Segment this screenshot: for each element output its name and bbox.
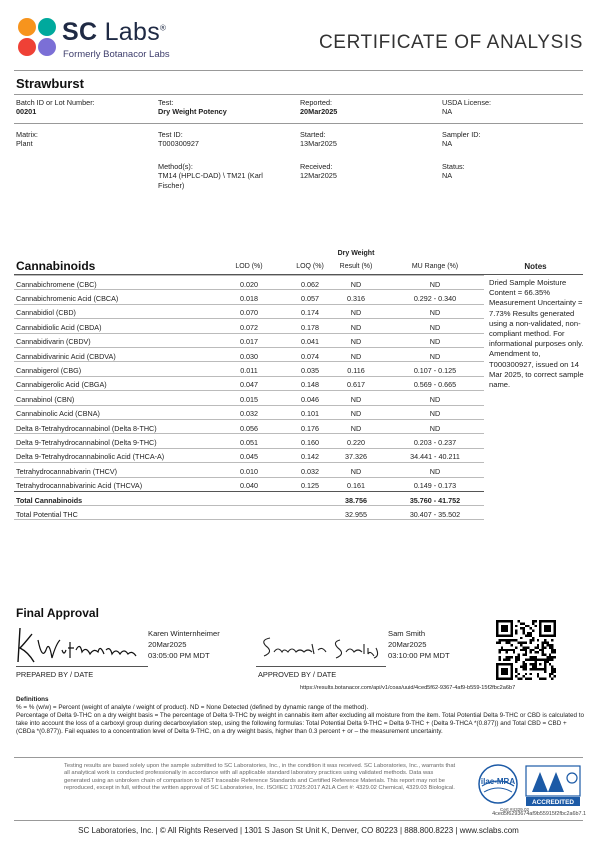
status-label: Status: bbox=[442, 162, 465, 171]
received-label: Received: bbox=[300, 162, 333, 171]
mu-range-value: 34.441 - 40.211 bbox=[410, 452, 460, 462]
prepared-time: 03:05:00 PM MDT bbox=[148, 651, 210, 661]
mu-range-value: ND bbox=[429, 351, 441, 361]
loq-value: 0.176 bbox=[301, 423, 319, 433]
table-row bbox=[14, 405, 484, 419]
method-field bbox=[158, 162, 288, 190]
lod-header: LOD (%) bbox=[235, 263, 263, 270]
brand-name: SC Labs® bbox=[62, 18, 167, 46]
test-value: Dry Weight Potency bbox=[158, 107, 227, 117]
disclaimer-text: Testing results are based solely upon the sample submitted to SC Laboratories, Inc., in the condition it was received. SC Laboratories, Inc., warrants that all analytical work is conducted professionally in accordance with all applicable standard laboratory practices using validated methods. Data was generated using an unbroken chain of comparison to NIST traceable Reference Standards and Certified Reference Materials. This report may not be reproduced, except in full, without the written approval of SC Laboratories, Inc. ISO/IEC 17025:2017 A2LA Cert #: 4329.02 Chemical, 4329.03 Biological. bbox=[64, 763, 456, 792]
prepared-caption: PREPARED BY / DATE bbox=[16, 670, 94, 679]
table-row bbox=[14, 477, 484, 491]
approved-caption: APPROVED BY / DATE bbox=[258, 670, 337, 679]
table-row bbox=[14, 361, 484, 375]
meta-divider bbox=[14, 123, 583, 124]
mu-range-value: ND bbox=[429, 308, 441, 318]
accreditation-badges-icon bbox=[472, 762, 584, 812]
mu-range-value: 0.149 - 0.173 bbox=[413, 481, 457, 491]
matrix-label: Matrix: bbox=[16, 130, 38, 139]
table-row bbox=[14, 304, 484, 318]
table-row bbox=[14, 376, 484, 390]
received-field bbox=[300, 162, 337, 181]
mu-header: MU Range (%) bbox=[411, 263, 459, 270]
lod-value: 0.070 bbox=[240, 308, 258, 318]
loq-value: 0.101 bbox=[301, 409, 319, 419]
lod-value: 0.032 bbox=[240, 409, 258, 419]
total-result: 38.756 bbox=[345, 495, 367, 505]
lod-value: 0.020 bbox=[240, 279, 258, 289]
table-row bbox=[14, 390, 484, 404]
status-field bbox=[442, 162, 465, 181]
result-value: ND bbox=[350, 337, 362, 347]
result-value: ND bbox=[350, 308, 362, 318]
product-name: Strawburst bbox=[16, 76, 84, 91]
table-row bbox=[14, 448, 484, 462]
table-row bbox=[14, 347, 484, 361]
lod-value: 0.040 bbox=[240, 481, 258, 491]
header-divider bbox=[14, 70, 583, 71]
prepared-signature-image bbox=[14, 620, 138, 666]
lod-value: 0.051 bbox=[240, 437, 258, 447]
loq-value: 0.142 bbox=[301, 452, 319, 462]
approved-info bbox=[388, 628, 450, 662]
usda-value: NA bbox=[442, 107, 453, 117]
test-field bbox=[158, 98, 227, 117]
table-row bbox=[14, 318, 484, 332]
prepared-name: Karen Winternheimer bbox=[148, 629, 220, 638]
test-id-value: T000300927 bbox=[158, 139, 199, 149]
analyte-name: Cannabidivarinic Acid (CBDVA) bbox=[16, 351, 116, 361]
analyte-name: Delta 9-Tetrahydrocannabinolic Acid (THCA-A) bbox=[16, 452, 165, 462]
test-id-field bbox=[158, 130, 199, 149]
result-value: ND bbox=[350, 423, 362, 433]
total-name: Total Cannabinoids bbox=[16, 495, 83, 505]
loq-value: 0.041 bbox=[301, 337, 319, 347]
analyte-name: Cannabinol (CBN) bbox=[16, 394, 75, 404]
result-value: 0.617 bbox=[347, 380, 365, 390]
loq-value: 0.125 bbox=[301, 481, 319, 491]
result-value: 0.220 bbox=[347, 437, 365, 447]
lod-value: 0.045 bbox=[240, 452, 258, 462]
total-cannabinoids-row bbox=[14, 491, 484, 505]
mu-range-value: ND bbox=[429, 337, 441, 347]
mu-range-value: ND bbox=[429, 322, 441, 332]
disclaimer-divider bbox=[14, 757, 583, 758]
sampler-field bbox=[442, 130, 481, 149]
mu-range-value: 0.292 - 0.340 bbox=[413, 293, 457, 303]
loq-header: LOQ (%) bbox=[296, 263, 324, 270]
mu-range-value: 0.569 - 0.665 bbox=[413, 380, 457, 390]
total-thc-result: 32.955 bbox=[345, 509, 367, 519]
total-thc-mu-range: 30.407 - 35.502 bbox=[409, 509, 461, 519]
mu-range-value: ND bbox=[429, 466, 441, 476]
batch-value: 00201 bbox=[16, 107, 37, 117]
mu-range-value: ND bbox=[429, 423, 441, 433]
loq-value: 0.046 bbox=[301, 394, 319, 404]
loq-value: 0.178 bbox=[301, 322, 319, 332]
result-value: 0.161 bbox=[347, 481, 365, 491]
analyte-name: Tetrahydrocannabivarinic Acid (THCVA) bbox=[16, 481, 143, 491]
table-row bbox=[14, 433, 484, 447]
cert-number: Cert #4329.02 bbox=[500, 807, 530, 812]
mu-range-value: 0.203 - 0.237 bbox=[413, 437, 457, 447]
result-value: ND bbox=[350, 394, 362, 404]
test-id-label: Test ID: bbox=[158, 130, 183, 139]
result-header-top: Dry Weight bbox=[337, 250, 375, 257]
definitions-line-1: % = % (w/w) = Percent (weight of analyte / weight of product). ND = None Detected (defined by dynamic range of the method). bbox=[16, 704, 369, 711]
batch-field bbox=[16, 98, 95, 117]
approved-signature-line bbox=[256, 666, 386, 667]
ilac-label: ilac-MRA bbox=[480, 777, 516, 786]
analyte-name: Tetrahydrocannabivarin (THCV) bbox=[16, 466, 118, 476]
method-label: Method(s): bbox=[158, 162, 193, 171]
lod-value: 0.072 bbox=[240, 322, 258, 332]
loq-value: 0.160 bbox=[301, 437, 319, 447]
received-value: 12Mar2025 bbox=[300, 171, 337, 181]
table-row bbox=[14, 419, 484, 433]
product-divider bbox=[14, 94, 583, 95]
reported-field bbox=[300, 98, 337, 117]
loq-value: 0.062 bbox=[301, 279, 319, 289]
notes-header: Notes bbox=[524, 262, 547, 271]
definitions-line-2: Percentage of Delta 9-THC on a dry weight basis = The percentage of Delta 9-THC by weight in cannabis item after excluding all moisture from the item. Total Potential Delta 9-THC or CBD is calculated to take into account the loss of a carboxyl group during decarboxylation step, using the following formulas: Total Potential Delta 9-THC = Delta 9-THC + (Delta 9-THCA *(0.877)) and Total CBD = CBD + (CBDa *(0.877)). Fail equates to a concentration level of Delta 9-THC, on a dry weight basis, higher than 0.3 percent + or – the measurement uncertainty. bbox=[16, 712, 584, 735]
definitions-block bbox=[16, 696, 586, 736]
sampler-label: Sampler ID: bbox=[442, 130, 481, 139]
analyte-name: Delta 8-Tetrahydrocannabinol (Delta 8-THC) bbox=[16, 423, 157, 433]
analyte-name: Cannabinolic Acid (CBNA) bbox=[16, 409, 100, 419]
method-value: TM14 (HPLC-DAD) \ TM21 (Karl Fischer) bbox=[158, 171, 263, 190]
loq-value: 0.174 bbox=[301, 308, 319, 318]
document-code: 4ced5f6293674af9b55915f2fbc2a6b7.1 bbox=[492, 811, 586, 817]
lod-value: 0.030 bbox=[240, 351, 258, 361]
total-thc-name: Total Potential THC bbox=[16, 509, 78, 519]
table-row bbox=[14, 289, 484, 303]
lod-value: 0.011 bbox=[240, 365, 258, 375]
table-row bbox=[14, 275, 484, 289]
analyte-name: Cannabigerolic Acid (CBGA) bbox=[16, 380, 107, 390]
lod-value: 0.010 bbox=[240, 466, 258, 476]
brand-subtitle: Formerly Botanacor Labs bbox=[63, 49, 170, 60]
results-url[interactable]: https://results.botanacor.com/api/v1/coas/uuid/4ced5f62-9367-4af9-b559-15f2fbc2a6b7 bbox=[300, 685, 516, 691]
total-mu-range: 35.760 - 41.752 bbox=[409, 495, 461, 505]
matrix-value: Plant bbox=[16, 139, 33, 149]
approved-time: 03:10:00 PM MDT bbox=[388, 651, 450, 661]
final-approval-title: Final Approval bbox=[16, 606, 99, 620]
table-row bbox=[14, 333, 484, 347]
test-label: Test: bbox=[158, 98, 174, 107]
matrix-field bbox=[16, 130, 38, 149]
result-header: Result (%) bbox=[339, 263, 373, 270]
started-field bbox=[300, 130, 337, 149]
analyte-name: Cannabidiolic Acid (CBDA) bbox=[16, 322, 102, 332]
qr-code-icon[interactable] bbox=[496, 620, 556, 680]
usda-field bbox=[442, 98, 491, 117]
usda-label: USDA License: bbox=[442, 98, 492, 107]
approved-signature-image bbox=[256, 626, 384, 666]
result-value: ND bbox=[350, 279, 362, 289]
mu-range-value: ND bbox=[429, 279, 441, 289]
analyte-name: Delta 9-Tetrahydrocannabinol (Delta 9-THC) bbox=[16, 437, 157, 447]
loq-value: 0.032 bbox=[301, 466, 319, 476]
reported-value: 20Mar2025 bbox=[300, 107, 338, 117]
lod-value: 0.056 bbox=[240, 423, 258, 433]
lod-value: 0.047 bbox=[240, 380, 258, 390]
analyte-name: Cannabidivarin (CBDV) bbox=[16, 337, 91, 347]
total-thc-row bbox=[14, 505, 484, 519]
sampler-value: NA bbox=[442, 139, 453, 149]
mu-range-value: 0.107 - 0.125 bbox=[413, 365, 457, 375]
result-value: ND bbox=[350, 322, 362, 332]
notes-text: Dried Sample Moisture Content = 66.35% Measurement Uncertainty = 7.73% Results generated using a non-validated, non-compliant method. For informational purposes only. Amendment to, T000300927, issued on 14 Mar 2025, to correct sample name. bbox=[489, 278, 584, 390]
lod-value: 0.015 bbox=[240, 394, 258, 404]
sc-labs-logo-icon bbox=[16, 16, 58, 58]
result-value: 0.316 bbox=[347, 293, 365, 303]
footer-divider bbox=[14, 820, 583, 821]
prepared-date: 20Mar2025 bbox=[148, 640, 187, 650]
batch-label: Batch ID or Lot Number: bbox=[16, 98, 95, 107]
prepared-info bbox=[148, 628, 220, 662]
analyte-name: Cannabichromenic Acid (CBCA) bbox=[16, 293, 119, 303]
analyte-name: Cannabidiol (CBD) bbox=[16, 308, 76, 318]
cannabinoids-title: Cannabinoids bbox=[16, 259, 96, 273]
status-value: NA bbox=[442, 171, 453, 181]
started-label: Started: bbox=[300, 130, 326, 139]
approved-name: Sam Smith bbox=[388, 629, 426, 638]
table-row bbox=[14, 462, 484, 476]
loq-value: 0.057 bbox=[301, 293, 319, 303]
result-value: ND bbox=[350, 409, 362, 419]
mu-range-value: ND bbox=[429, 394, 441, 404]
result-value: ND bbox=[350, 351, 362, 361]
mu-range-value: ND bbox=[429, 409, 441, 419]
loq-value: 0.148 bbox=[301, 380, 319, 390]
result-value: 37.326 bbox=[345, 452, 367, 462]
approved-date: 20Mar2025 bbox=[388, 640, 427, 650]
loq-value: 0.074 bbox=[301, 351, 319, 361]
document-title: CERTIFICATE OF ANALYSIS bbox=[318, 32, 583, 53]
accredited-label: ACCREDITED bbox=[532, 799, 574, 806]
started-value: 13Mar2025 bbox=[300, 139, 337, 149]
result-value: 0.116 bbox=[347, 365, 365, 375]
lod-value: 0.017 bbox=[240, 337, 258, 347]
analyte-name: Cannabigerol (CBG) bbox=[16, 365, 82, 375]
lod-value: 0.018 bbox=[240, 293, 258, 303]
analyte-name: Cannabichromene (CBC) bbox=[16, 279, 97, 289]
reported-label: Reported: bbox=[300, 98, 333, 107]
loq-value: 0.035 bbox=[301, 365, 319, 375]
definitions-title: Definitions bbox=[16, 696, 49, 703]
footer-text: SC Laboratories, Inc. | © All Rights Reserved | 1301 S Jason St Unit K, Denver, CO 80223 | 888.800.8223 | www.sclabs.com bbox=[78, 826, 519, 835]
result-value: ND bbox=[350, 466, 362, 476]
prepared-signature-line bbox=[16, 666, 148, 667]
